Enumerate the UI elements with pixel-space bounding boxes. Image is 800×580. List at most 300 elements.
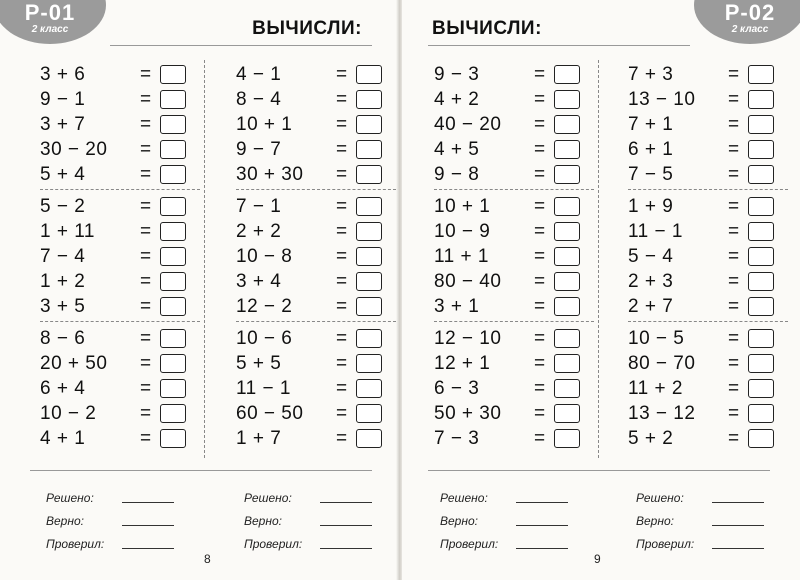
answer-box[interactable] [748, 90, 774, 109]
exercise-row [40, 426, 200, 451]
equals-sign: = [140, 270, 152, 292]
heading-divider [428, 45, 690, 46]
answer-box[interactable] [748, 247, 774, 266]
equals-sign: = [140, 163, 152, 185]
equals-sign: = [728, 63, 740, 85]
page-number: 8 [204, 552, 211, 566]
exercise-row [40, 137, 200, 162]
exercise-row [434, 326, 594, 351]
solved-label: Решено: [244, 490, 292, 505]
exercise-expression: 6 + 1 [628, 138, 674, 160]
exercise-expression: 3 + 1 [434, 295, 480, 317]
answer-box[interactable] [554, 222, 580, 241]
equals-sign: = [728, 427, 740, 449]
exercise-expression: 30 + 30 [236, 163, 304, 185]
exercise-expression: 5 + 4 [40, 163, 86, 185]
answer-box[interactable] [554, 247, 580, 266]
answer-box[interactable] [748, 429, 774, 448]
answer-box[interactable] [748, 140, 774, 159]
answer-box[interactable] [160, 90, 186, 109]
answer-box[interactable] [356, 90, 382, 109]
exercise-expression: 5 − 2 [40, 195, 86, 217]
grade-label: 2 класс [31, 24, 69, 35]
exercise-row [236, 162, 396, 187]
exercise-row [434, 269, 594, 294]
exercise-expression: 7 − 3 [434, 427, 480, 449]
equals-sign: = [728, 163, 740, 185]
equals-sign: = [728, 88, 740, 110]
exercise-row [40, 376, 200, 401]
equals-sign: = [534, 163, 546, 185]
exercise-row [40, 351, 200, 376]
exercise-expression: 20 + 50 [40, 352, 108, 374]
answer-box[interactable] [748, 297, 774, 316]
equals-sign: = [728, 138, 740, 160]
exercise-row [434, 162, 594, 187]
exercise-expression: 4 + 1 [40, 427, 86, 449]
exercise-row [628, 426, 788, 451]
exercise-expression: 2 + 2 [236, 220, 282, 242]
equals-sign: = [336, 377, 348, 399]
exercise-expression: 4 + 2 [434, 88, 480, 110]
column-divider [204, 60, 205, 458]
equals-sign: = [534, 113, 546, 135]
exercise-expression: 7 − 5 [628, 163, 674, 185]
exercise-expression: 8 − 6 [40, 327, 86, 349]
exercise-expression: 10 + 1 [434, 195, 491, 217]
answer-box[interactable] [356, 165, 382, 184]
exercise-row [40, 269, 200, 294]
exercise-row [236, 376, 396, 401]
equals-sign: = [534, 138, 546, 160]
equals-sign: = [534, 245, 546, 267]
exercise-column [628, 58, 788, 454]
answer-box[interactable] [748, 354, 774, 373]
answer-box[interactable] [554, 297, 580, 316]
answer-box[interactable] [554, 379, 580, 398]
equals-sign: = [534, 377, 546, 399]
solved-label: Решено: [440, 490, 488, 505]
equals-sign: = [336, 220, 348, 242]
exercise-expression: 11 − 1 [236, 377, 291, 399]
exercise-row [434, 244, 594, 269]
equals-sign: = [336, 270, 348, 292]
exercise-row [434, 401, 594, 426]
exercise-expression: 40 − 20 [434, 113, 502, 135]
exercise-row [40, 87, 200, 112]
exercise-group [628, 58, 788, 190]
checked-label: Проверил: [440, 536, 499, 551]
answer-box[interactable] [554, 115, 580, 134]
answer-box[interactable] [356, 404, 382, 423]
equals-sign: = [534, 63, 546, 85]
equals-sign: = [534, 220, 546, 242]
exercise-row [236, 112, 396, 137]
answer-box[interactable] [160, 354, 186, 373]
answer-box[interactable] [554, 140, 580, 159]
exercise-row [236, 326, 396, 351]
exercise-group [434, 58, 594, 190]
exercise-expression: 12 − 2 [236, 295, 293, 317]
left-page [0, 0, 398, 580]
exercise-row [40, 219, 200, 244]
answer-box[interactable] [748, 197, 774, 216]
exercise-row [434, 62, 594, 87]
checked-label: Проверил: [46, 536, 105, 551]
worksheet-code: Р-01 [24, 0, 76, 25]
answer-box[interactable] [356, 247, 382, 266]
exercise-row [236, 62, 396, 87]
exercise-expression: 3 + 4 [236, 270, 282, 292]
worksheet-tab [694, 0, 800, 44]
equals-sign: = [336, 138, 348, 160]
exercise-expression: 10 − 2 [40, 402, 97, 424]
answer-box[interactable] [160, 140, 186, 159]
answer-box[interactable] [356, 354, 382, 373]
result-fields [46, 486, 174, 555]
exercise-row [236, 219, 396, 244]
correct-blank[interactable] [320, 515, 372, 526]
exercise-group [236, 190, 396, 322]
exercise-expression: 10 − 8 [236, 245, 293, 267]
equals-sign: = [336, 195, 348, 217]
equals-sign: = [336, 88, 348, 110]
exercise-expression: 80 − 70 [628, 352, 696, 374]
answer-box[interactable] [554, 165, 580, 184]
page-number: 9 [594, 552, 601, 566]
exercise-expression: 4 + 5 [434, 138, 480, 160]
equals-sign: = [728, 327, 740, 349]
answer-box[interactable] [160, 247, 186, 266]
exercise-row [628, 194, 788, 219]
equals-sign: = [140, 113, 152, 135]
equals-sign: = [336, 163, 348, 185]
exercise-expression: 50 + 30 [434, 402, 502, 424]
exercise-expression: 3 + 5 [40, 295, 86, 317]
exercise-expression: 3 + 6 [40, 63, 86, 85]
exercise-row [628, 219, 788, 244]
answer-box[interactable] [554, 272, 580, 291]
right-page [402, 0, 800, 580]
equals-sign: = [336, 63, 348, 85]
exercise-expression: 10 − 9 [434, 220, 491, 242]
equals-sign: = [140, 352, 152, 374]
exercise-group [434, 190, 594, 322]
answer-box[interactable] [356, 429, 382, 448]
equals-sign: = [728, 377, 740, 399]
equals-sign: = [728, 352, 740, 374]
answer-box[interactable] [356, 222, 382, 241]
equals-sign: = [728, 270, 740, 292]
exercise-row [40, 294, 200, 319]
equals-sign: = [336, 327, 348, 349]
equals-sign: = [140, 327, 152, 349]
exercise-expression: 13 − 10 [628, 88, 696, 110]
correct-label: Верно: [244, 513, 282, 528]
answer-box[interactable] [554, 90, 580, 109]
exercise-expression: 4 − 1 [236, 63, 282, 85]
answer-box[interactable] [356, 197, 382, 216]
exercise-expression: 60 − 50 [236, 402, 304, 424]
exercise-row [236, 294, 396, 319]
result-fields [244, 486, 372, 555]
exercise-expression: 2 + 3 [628, 270, 674, 292]
exercise-expression: 10 + 1 [236, 113, 293, 135]
exercise-row [628, 376, 788, 401]
exercise-row [434, 294, 594, 319]
answer-box[interactable] [748, 65, 774, 84]
exercise-row [236, 269, 396, 294]
exercise-row [236, 351, 396, 376]
equals-sign: = [728, 113, 740, 135]
equals-sign: = [534, 427, 546, 449]
exercise-expression: 1 + 11 [40, 220, 95, 242]
exercise-row [236, 401, 396, 426]
answer-box[interactable] [748, 115, 774, 134]
checked-blank[interactable] [516, 538, 568, 549]
solved-label: Решено: [46, 490, 94, 505]
exercise-expression: 11 + 2 [628, 377, 683, 399]
exercise-group [434, 322, 594, 454]
answer-box[interactable] [160, 379, 186, 398]
checked-label: Проверил: [636, 536, 695, 551]
exercise-row [434, 351, 594, 376]
checked-blank[interactable] [712, 538, 764, 549]
answer-box[interactable] [160, 429, 186, 448]
checked-label: Проверил: [244, 536, 303, 551]
equals-sign: = [728, 245, 740, 267]
answer-box[interactable] [554, 65, 580, 84]
exercise-expression: 10 − 6 [236, 327, 293, 349]
equals-sign: = [336, 295, 348, 317]
equals-sign: = [140, 295, 152, 317]
exercise-row [40, 326, 200, 351]
exercise-group [40, 322, 200, 454]
equals-sign: = [336, 113, 348, 135]
equals-sign: = [728, 195, 740, 217]
exercise-row [628, 326, 788, 351]
exercise-group [236, 322, 396, 454]
checked-blank[interactable] [122, 538, 174, 549]
result-fields [636, 486, 764, 555]
equals-sign: = [336, 245, 348, 267]
equals-sign: = [140, 88, 152, 110]
exercise-row [434, 219, 594, 244]
equals-sign: = [728, 220, 740, 242]
page-heading: ВЫЧИСЛИ: [432, 18, 542, 39]
equals-sign: = [140, 245, 152, 267]
answer-box[interactable] [554, 404, 580, 423]
exercise-expression: 8 − 4 [236, 88, 282, 110]
correct-label: Верно: [636, 513, 674, 528]
exercise-row [40, 162, 200, 187]
solved-blank[interactable] [516, 492, 568, 503]
exercise-row [628, 401, 788, 426]
answer-box[interactable] [356, 297, 382, 316]
equals-sign: = [534, 327, 546, 349]
equals-sign: = [140, 220, 152, 242]
exercise-row [40, 194, 200, 219]
exercise-expression: 12 + 1 [434, 352, 491, 374]
footer-divider [30, 470, 372, 471]
exercise-expression: 9 − 1 [40, 88, 86, 110]
equals-sign: = [728, 295, 740, 317]
exercise-expression: 7 − 1 [236, 195, 282, 217]
answer-box[interactable] [160, 65, 186, 84]
equals-sign: = [140, 195, 152, 217]
exercise-row [628, 87, 788, 112]
heading-divider [110, 45, 372, 46]
equals-sign: = [534, 295, 546, 317]
solved-blank[interactable] [712, 492, 764, 503]
equals-sign: = [534, 195, 546, 217]
answer-box[interactable] [356, 329, 382, 348]
answer-box[interactable] [356, 140, 382, 159]
page-heading: ВЫЧИСЛИ: [252, 18, 362, 39]
equals-sign: = [534, 270, 546, 292]
exercise-group [628, 322, 788, 454]
answer-box[interactable] [160, 404, 186, 423]
worksheet-code: Р-02 [724, 0, 776, 25]
exercise-row [236, 194, 396, 219]
answer-box[interactable] [554, 354, 580, 373]
answer-box[interactable] [160, 222, 186, 241]
exercise-column [40, 58, 200, 454]
exercise-row [434, 87, 594, 112]
exercise-row [628, 62, 788, 87]
exercise-group [40, 58, 200, 190]
exercise-row [434, 376, 594, 401]
answer-box[interactable] [748, 379, 774, 398]
equals-sign: = [336, 427, 348, 449]
answer-box[interactable] [554, 329, 580, 348]
equals-sign: = [140, 63, 152, 85]
exercise-row [628, 137, 788, 162]
exercise-expression: 7 + 3 [628, 63, 674, 85]
exercise-row [628, 294, 788, 319]
answer-box[interactable] [160, 115, 186, 134]
equals-sign: = [336, 402, 348, 424]
solved-label: Решено: [636, 490, 684, 505]
solved-blank[interactable] [122, 492, 174, 503]
exercise-row [628, 269, 788, 294]
equals-sign: = [534, 402, 546, 424]
exercise-row [40, 244, 200, 269]
exercise-row [40, 62, 200, 87]
correct-blank[interactable] [712, 515, 764, 526]
exercise-group [628, 190, 788, 322]
exercise-group [236, 58, 396, 190]
exercise-row [40, 112, 200, 137]
exercise-expression: 2 + 7 [628, 295, 674, 317]
exercise-expression: 3 + 7 [40, 113, 86, 135]
equals-sign: = [140, 427, 152, 449]
exercise-row [236, 137, 396, 162]
exercise-expression: 12 − 10 [434, 327, 502, 349]
exercise-expression: 6 + 4 [40, 377, 86, 399]
exercise-column [236, 58, 396, 454]
answer-box[interactable] [160, 272, 186, 291]
exercise-row [434, 426, 594, 451]
exercise-group [40, 190, 200, 322]
exercise-row [434, 137, 594, 162]
checked-blank[interactable] [320, 538, 372, 549]
grade-label: 2 класс [731, 24, 769, 35]
exercise-row [628, 162, 788, 187]
exercise-expression: 6 − 3 [434, 377, 480, 399]
exercise-row [628, 112, 788, 137]
answer-box[interactable] [356, 65, 382, 84]
exercise-expression: 13 − 12 [628, 402, 696, 424]
equals-sign: = [140, 402, 152, 424]
correct-blank[interactable] [122, 515, 174, 526]
exercise-column [434, 58, 594, 454]
answer-box[interactable] [748, 165, 774, 184]
answer-box[interactable] [748, 329, 774, 348]
equals-sign: = [140, 138, 152, 160]
exercise-row [40, 401, 200, 426]
exercise-expression: 5 − 4 [628, 245, 674, 267]
exercise-expression: 9 − 8 [434, 163, 480, 185]
exercise-expression: 1 + 9 [628, 195, 674, 217]
answer-box[interactable] [160, 165, 186, 184]
answer-box[interactable] [554, 197, 580, 216]
exercise-expression: 7 + 1 [628, 113, 674, 135]
answer-box[interactable] [160, 197, 186, 216]
answer-box[interactable] [356, 379, 382, 398]
answer-box[interactable] [160, 297, 186, 316]
answer-box[interactable] [356, 115, 382, 134]
answer-box[interactable] [160, 329, 186, 348]
exercise-row [434, 112, 594, 137]
correct-label: Верно: [440, 513, 478, 528]
equals-sign: = [534, 352, 546, 374]
exercise-expression: 30 − 20 [40, 138, 108, 160]
equals-sign: = [728, 402, 740, 424]
exercise-row [628, 351, 788, 376]
correct-label: Верно: [46, 513, 84, 528]
exercise-expression: 11 − 1 [628, 220, 683, 242]
footer-divider [428, 470, 770, 471]
worksheet-tab [0, 0, 106, 44]
exercise-expression: 9 − 7 [236, 138, 282, 160]
exercise-expression: 7 − 4 [40, 245, 86, 267]
answer-box[interactable] [748, 404, 774, 423]
solved-blank[interactable] [320, 492, 372, 503]
exercise-row [236, 426, 396, 451]
exercise-expression: 11 + 1 [434, 245, 489, 267]
exercise-expression: 9 − 3 [434, 63, 480, 85]
exercise-expression: 10 − 5 [628, 327, 685, 349]
answer-box[interactable] [554, 429, 580, 448]
answer-box[interactable] [748, 222, 774, 241]
answer-box[interactable] [748, 272, 774, 291]
correct-blank[interactable] [516, 515, 568, 526]
exercise-row [628, 244, 788, 269]
equals-sign: = [336, 352, 348, 374]
exercise-expression: 5 + 2 [628, 427, 674, 449]
exercise-expression: 1 + 2 [40, 270, 86, 292]
answer-box[interactable] [356, 272, 382, 291]
exercise-row [236, 87, 396, 112]
exercise-expression: 80 − 40 [434, 270, 502, 292]
equals-sign: = [534, 88, 546, 110]
result-fields [440, 486, 568, 555]
exercise-expression: 5 + 5 [236, 352, 282, 374]
column-divider [598, 60, 599, 458]
equals-sign: = [140, 377, 152, 399]
exercise-expression: 1 + 7 [236, 427, 282, 449]
